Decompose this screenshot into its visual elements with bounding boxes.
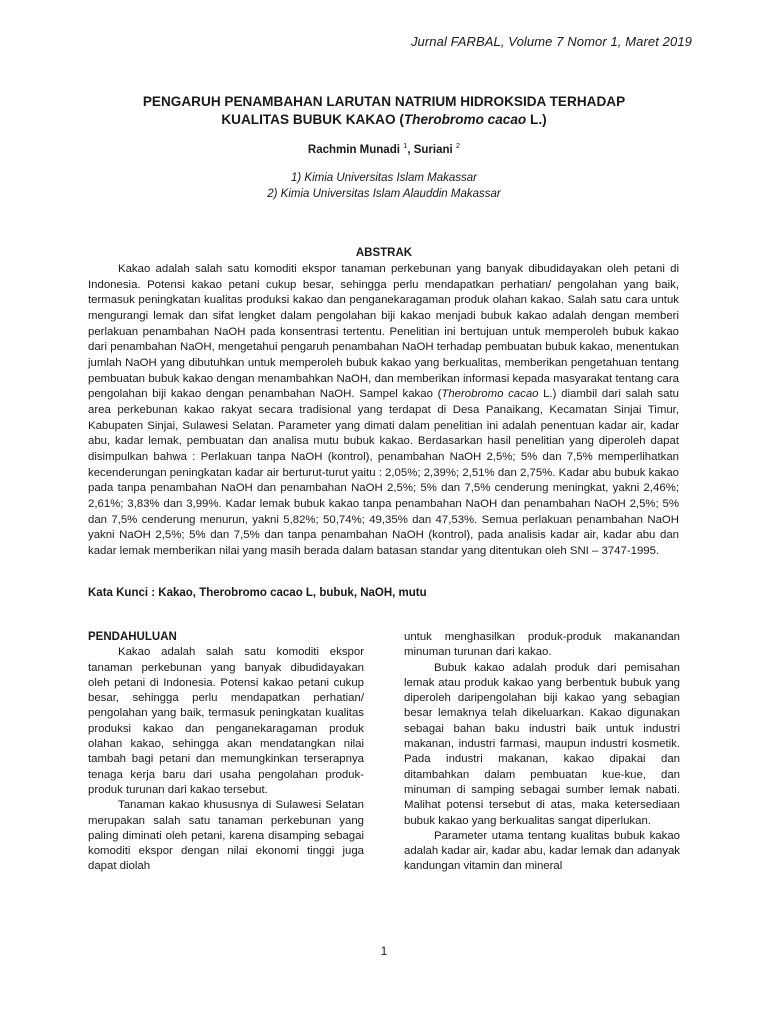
title-line-2-prefix: KUALITAS BUBUK KAKAO ( <box>221 112 404 127</box>
author-2: Suriani <box>413 144 453 156</box>
author-separator: , <box>407 144 414 156</box>
page-number: 1 <box>380 944 388 958</box>
title-species-name: Therobromo cacao <box>403 112 527 127</box>
body-column-left <box>88 630 364 875</box>
intro-paragraph-1: Kakao adalah salah satu komoditi ekspor tanaman perkebunan yang banyak dibudidayakan oleh petani di Indonesia. Potensi kakao petani cukup besar, sehingga perlu mendapatkan perhatian/ pengolahan yang baik, termasuk peningkatan kualitas produksi kakao dan penganekaragaman produk olahan kakao, sehingga akan mendatangkan nilai tambah bagi petani dan memungkinkan terserapnya tenaga kerja baru dari usaha pengolahan produk-produk turunan dari kakao tersebut. <box>88 646 364 796</box>
abstract-body <box>88 262 679 559</box>
intro-paragraph-3: Bubuk kakao adalah produk dari pemisahan lemak atau produk kakao yang berbentuk bubuk yang diperoleh daripengolahan biji kakao yang sebagian besar lemaknya telah dikeluarkan. Kakao digunakan sebagai bahan baku industri baik untuk industri makanan, industri farmasi, maupun industri kosmetik. Pada industri makanan, kakao dipakai dan ditambahkan dalam pembuatan kue-kue, dan minuman di samping sebagai sumber lemak nabati. Malihat potensi tersebut di atas, maka ketersediaan bubuk kakao yang berkualitas sangat diperlukan. <box>404 661 680 827</box>
body-column-right <box>404 630 680 875</box>
author-list <box>0 141 768 156</box>
keywords: Kata Kunci : Kakao, Therobromo cacao L, bubuk, NaOH, mutu <box>88 587 427 599</box>
affiliations <box>0 170 768 202</box>
abstract-heading: ABSTRAK <box>355 247 413 259</box>
author-1-affil-mark: 1 <box>403 141 408 150</box>
author-2-affil-mark: 2 <box>455 141 461 150</box>
author-1: Rachmin Munadi <box>307 144 400 156</box>
affiliation-2: 2) Kimia Universitas Islam Alauddin Makassar <box>267 188 501 200</box>
affiliation-1: 1) Kimia Universitas Islam Makassar <box>291 172 477 184</box>
title-line-2 <box>0 111 768 129</box>
title-line-1: PENGARUH PENAMBAHAN LARUTAN NATRIUM HIDROKSIDA TERHADAP <box>142 94 626 109</box>
intro-paragraph-4: Parameter utama tentang kualitas bubuk kakao adalah kadar air, kadar abu, kadar lemak dan adanyak kandungan vitamin dan mineral <box>404 829 680 873</box>
intro-paragraph-2: Tanaman kakao khususnya di Sulawesi Selatan merupakan salah satu tanaman perkebunan yang paling diminati oleh petani, karena disamping sebagai komoditi ekspor dengan nilai ekonomi tinggi juga dapat diolah <box>88 799 364 873</box>
title-line-2-suffix: L.) <box>526 112 547 127</box>
abstract-text-2: L.) diambil dari salah satu area perkebunan kakao rakyat secara tradisional yang terdapat di Desa Panaikang, Kecamatan Sinjai Timur, Kabupaten Sinjai, Sulawesi Selatan. Parameter yang dimati dalam penelitian ini adalah penentuan kadar air, kadar abu, kadar lemak, pembuatan dan analisa mutu bubuk kakao. Berdasarkan hasil penelitian yang diperoleh dapat disimpulkan bahwa : Perlakuan tanpa NaOH (kontrol), penambahan NaOH 2,5%; 5% dan 7,5% memperlihatkan kecenderungan peningkatan kadar air berturut-turut yaitu : 2,05%; 2,39%; 2,51% dan 2,75%. Kadar abu bubuk kakao pada tanpa penambahan NaOH dan penambahan NaOH 2,5%; 5% dan 7,5% cenderung meningkat, yakni 2,46%; 2,61%; 3,83% dan 3,99%. Kadar lemak bubuk kakao tanpa penambahan NaOH dan penambahan NaOH 2,5%; 5% dan 7,5% cenderung menurun, yakni 5,82%; 50,74%; 49,35% dan 47,53%. Semua perlakuan penambahan NaOH yakni NaOH 2,5%; 5% dan 7,5% dan tanpa penambahan NaOH (kontrol), pada analisis kadar air, kadar abu dan kadar lemak memberikan nilai yang masih berada dalam batasan standar yang ditentukan oleh SNI – 3747-1995. <box>88 388 679 557</box>
section-heading-introduction: PENDAHULUAN <box>88 631 177 643</box>
abstract-species-name: Therobromo cacao <box>441 388 539 401</box>
journal-header: Jurnal FARBAL, Volume 7 Nomor 1, Maret 2019 <box>410 34 692 49</box>
abstract-text-1: Kakao adalah salah satu komoditi ekspor tanaman perkebunan yang banyak dibudidayakan oleh petani di Indonesia. Potensi kakao petani cukup besar, sehingga perlu mendapatkan perhatian/ pengolahan yang baik, termasuk peningkatan kualitas produksi kakao dan penganekaragaman produk olahan kakao. Salah satu cara untuk mengurangi lemak dan sifat lengket dalam pengolahan biji kakao menjadi bubuk kakao adalah dengan memberi perlakuan penambahan NaOH pada konsentrasi tertentu. Penelitian ini bertujuan untuk memperoleh bubuk kakao dari penambahan NaOH, mengetahui pengaruh penambahan NaOH terhadap pembuatan bubuk kakao, menentukan jumlah NaOH yang dibutuhkan untuk memperoleh bubuk kakao yang berkualitas, memberikan pengetahuan tentang pembuatan bubuk kakao dengan menambahkan NaOH, dan memberikan informasi kepada masyarakat tentang cara pengolahan biji kakao dengan penambahan NaOH. Sampel kakao ( <box>88 263 679 401</box>
paper-title <box>0 93 768 129</box>
intro-paragraph-2-continued: untuk menghasilkan produk-produk makanandan minuman turunan dari kakao. <box>404 631 680 659</box>
